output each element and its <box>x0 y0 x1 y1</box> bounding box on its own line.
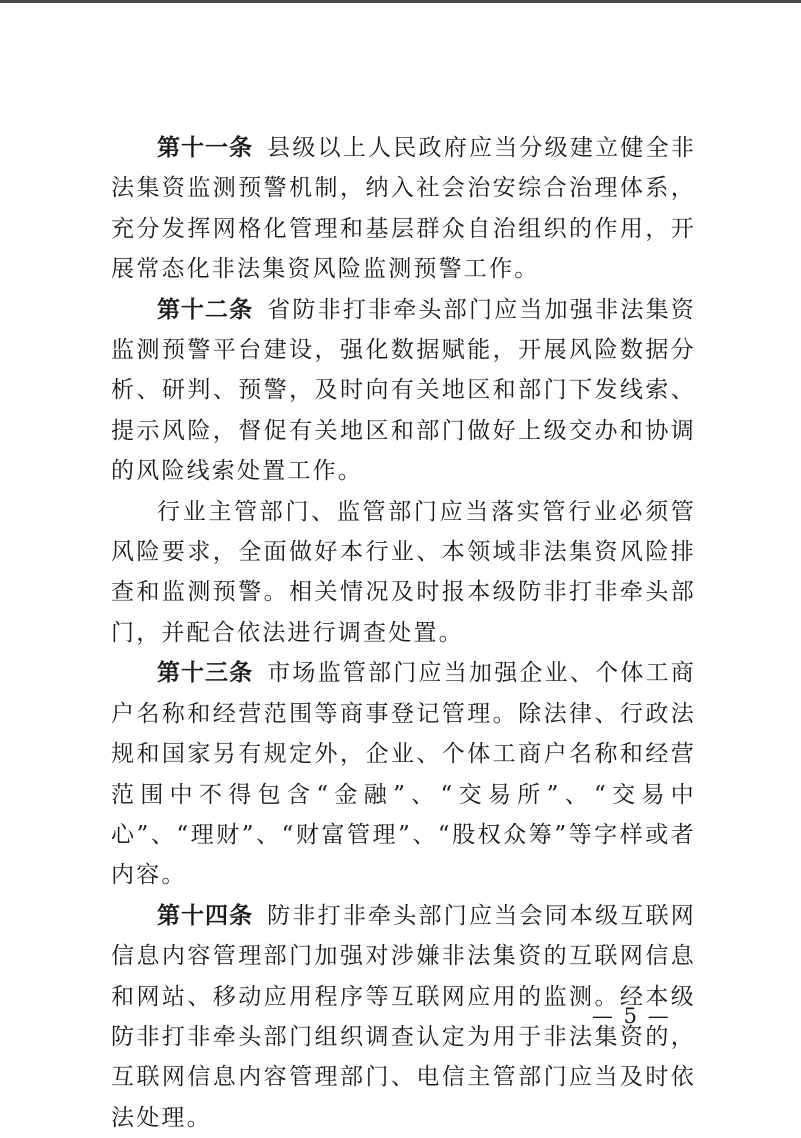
article-11 <box>111 128 696 290</box>
article-heading: 第十三条 <box>157 659 254 687</box>
article-body: 防非打非牵头部门应当会同本级互联网信息内容管理部门加强对涉嫌非法集资的互联网信息和网站、移动应用程序等互联网应用的监测。经本级防非打非牵头部门组织调查认定为用于非法集资的，互联网信息内容管理部门、电信主管部门应当及时依法处理。 <box>111 902 696 1131</box>
article-heading: 第十四条 <box>157 901 254 929</box>
article-body: 省防非打非牵头部门应当加强非法集资监测预警平台建设，强化数据赋能，开展风险数据分析、研判、预警，及时向有关地区和部门下发线索、提示风险，督促有关地区和部门做好上级交办和协调的风险线索处置工作。 <box>111 296 696 485</box>
article-13 <box>111 653 696 895</box>
page-number: — 5 — <box>592 1004 671 1028</box>
article-body: 县级以上人民政府应当分级建立健全非法集资监测预警机制，纳入社会治安综合治理体系，充分发挥网格化管理和基层群众自治组织的作用，开展常态化非法集资风险监测预警工作。 <box>111 135 696 283</box>
article-body: 行业主管部门、监管部门应当落实管行业必须管风险要求，全面做好本行业、本领域非法集资风险排查和监测预警。相关情况及时报本级防非打非牵头部门，并配合依法进行调查处置。 <box>111 498 696 646</box>
document-page <box>111 128 696 1138</box>
article-body: 市场监管部门应当加强企业、个体工商户名称和经营范围等商事登记管理。除法律、行政法规和国家另有规定外，企业、个体工商户名称和经营范围中不得包含“金融”、“交易所”、“交易中心”、“理财”、“财富管理”、“股权众筹”等字样或者内容。 <box>111 660 696 889</box>
article-12-paragraph-2 <box>111 492 696 654</box>
top-border-line <box>0 0 801 3</box>
article-heading: 第十一条 <box>157 134 254 161</box>
article-heading: 第十二条 <box>157 295 254 323</box>
article-12 <box>111 290 696 492</box>
